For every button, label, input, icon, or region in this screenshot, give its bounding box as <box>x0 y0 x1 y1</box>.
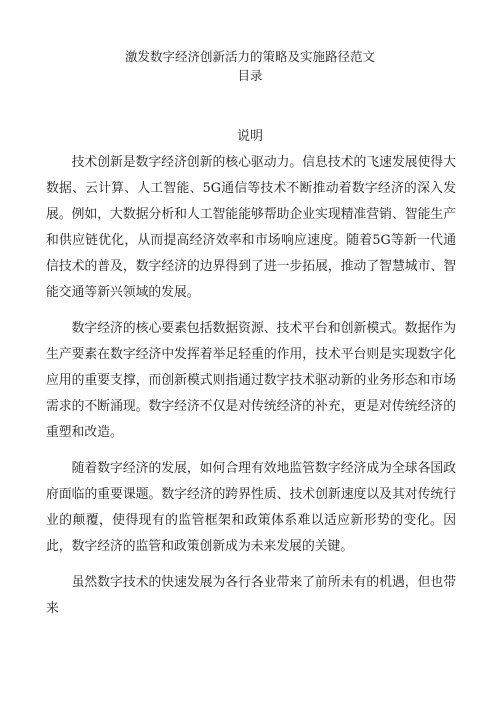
document-title: 激发数字经济创新活力的策略及实施路径范文 <box>124 49 375 64</box>
paragraph-2: 数字经济的核心要素包括数据资源、技术平台和创新模式。数据作为生产要素在数字经济中发挥着举足轻重的作用，技术平台则是实现数字化应用的重要支撑，而创新模式则指通过数字技术驱动新的业务形态和市场需求的不断涌现。数字经济不仅是对传统经济的补充，更是对传统经济的重塑和改造。 <box>46 321 456 440</box>
paragraph-1: 技术创新是数字经济创新的核心驱动力。信息技术的飞速发展使得大数据、云计算、人工智能、5G通信等技术不断推动着数字经济的深入发展。例如，大数据分析和人工智能能够帮助企业实现精准营销、智能生产和供应链优化，从而提高经济效率和市场响应速度。随着5G等新一代通信技术的普及，数字经济的边界得到了进一步拓展，推动了智慧城市、智能交通等新兴领域的发展。 <box>46 155 456 300</box>
table-of-contents-heading: 目录 <box>237 68 263 83</box>
paragraph-4: 虽然数字技术的快速发展为各行各业带来了前所未有的机遇，但也带来 <box>46 575 456 616</box>
section-heading: 说明 <box>236 129 263 144</box>
document-body <box>46 150 456 622</box>
paragraph-3: 随着数字经济的发展，如何合理有效地监管数字经济成为全球各国政府面临的重要课题。数字经济的跨界性质、技术创新速度以及其对传统行业的颠覆，使得现有的监管框架和政策体系难以适应新形势的变化。因此，数字经济的监管和政策创新成为未来发展的关键。 <box>46 461 456 554</box>
